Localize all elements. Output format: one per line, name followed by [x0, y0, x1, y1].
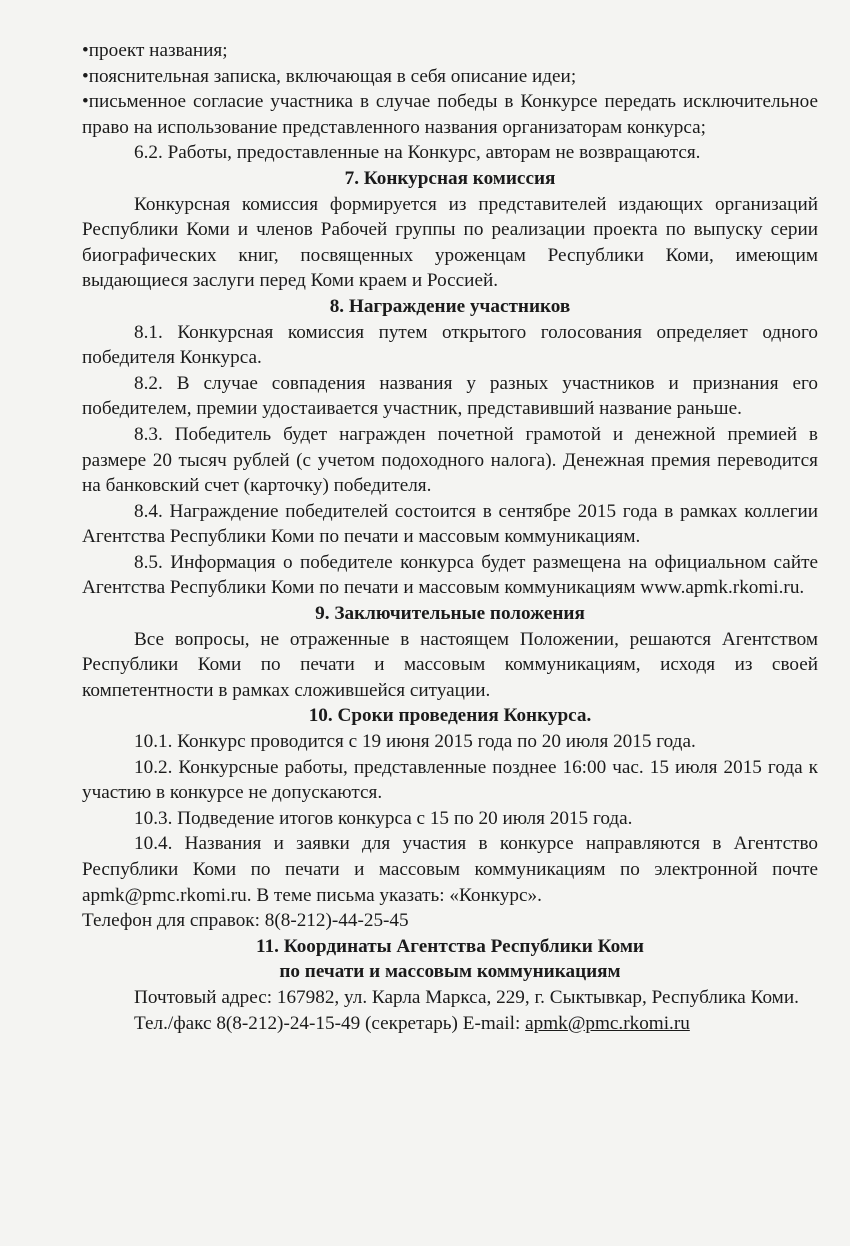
heading-section-8: 8. Награждение участников	[329, 295, 571, 317]
paragraph-10-4: 10.4. Названия и заявки для участия в конкурсе направляются в Агентство Республики Коми по печати и массовым коммуникациям по электронной почте apmk@pmc.rkomi.ru. В теме письма указать: «Конкурс».	[82, 833, 818, 906]
postal-address: Почтовый адрес: 167982, ул. Карла Маркса, 229, г. Сыктывкар, Республика Коми.	[134, 986, 799, 1008]
paragraph-10-2: 10.2. Конкурсные работы, представленные позднее 16:00 час. 15 июля 2015 года к участию в конкурсе не допускаются.	[82, 756, 818, 804]
heading-section-10: 10. Сроки проведения Конкурса.	[308, 705, 592, 727]
bullet-item: •проект названия;	[82, 40, 228, 61]
heading-section-11-line-2: по печати и массовым коммуникациям	[279, 961, 621, 983]
paragraph-8-4: 8.4. Награждение победителей состоится в сентябре 2015 года в рамках коллегии Агентства Республики Коми по печати и массовым коммуникациям.	[82, 500, 818, 548]
paragraph-8-3: 8.3. Победитель будет награжден почетной грамотой и денежной премией в размере 20 тысяч рублей (с учетом подоходного налога). Денежная премия переводится на банковский счет (карточку) победителя.	[82, 423, 818, 497]
paragraph-6-2: 6.2. Работы, предоставленные на Конкурс, авторам не возвращаются.	[134, 142, 701, 164]
bullet-item: •пояснительная записка, включающая в себя описание идеи;	[82, 65, 577, 87]
phone-line: Телефон для справок: 8(8-212)-44-25-45	[82, 910, 409, 932]
paragraph-8-1: 8.1. Конкурсная комиссия путем открытого голосования определяет одного победителя Конкурса.	[82, 321, 818, 369]
paragraph-8-2: 8.2. В случае совпадения названия у разных участников и признания его победителем, премии удостаивается участник, представивший название раньше.	[82, 372, 818, 420]
heading-section-7: 7. Конкурсная комиссия	[344, 167, 556, 189]
bullet-item: •письменное согласие участника в случае победы в Конкурсе передать исключительное право на использование представленного названия организаторам конкурса;	[82, 91, 818, 138]
contact-prefix: Тел./факс 8(8-212)-24-15-49 (секретарь) E-mail:	[134, 1012, 526, 1034]
heading-section-11-line-1: 11. Координаты Агентства Республики Коми	[256, 935, 644, 957]
contact-line	[82, 1011, 818, 1037]
paragraph-10-1: 10.1. Конкурс проводится с 19 июня 2015 года по 20 июля 2015 года.	[134, 731, 696, 753]
paragraph-10-3: 10.3. Подведение итогов конкурса с 15 по 20 июля 2015 года.	[134, 807, 633, 829]
paragraph-8-5: 8.5. Информация о победителе конкурса будет размещена на официальном сайте Агентства Республики Коми по печати и массовым коммуникациям www.apmk.rkomi.ru.	[82, 551, 818, 599]
heading-section-9: 9. Заключительные положения	[315, 603, 585, 625]
paragraph-9: Все вопросы, не отраженные в настоящем Положении, решаются Агентством Республики Коми по печати и массовым коммуникациям, исходя из своей компетентности в рамках сложившейся ситуации.	[82, 628, 818, 701]
paragraph-7: Конкурсная комиссия формируется из представителей издающих организаций Республики Коми и членов Рабочей группы по реализации проекта по выпуску серии биографических книг, посвященных уроженцам Республики Коми, имеющим выдающиеся заслуги перед Коми краем и Россией.	[82, 193, 818, 292]
document-body	[82, 38, 818, 1036]
email-link[interactable]: apmk@pmc.rkomi.ru	[525, 1012, 690, 1034]
